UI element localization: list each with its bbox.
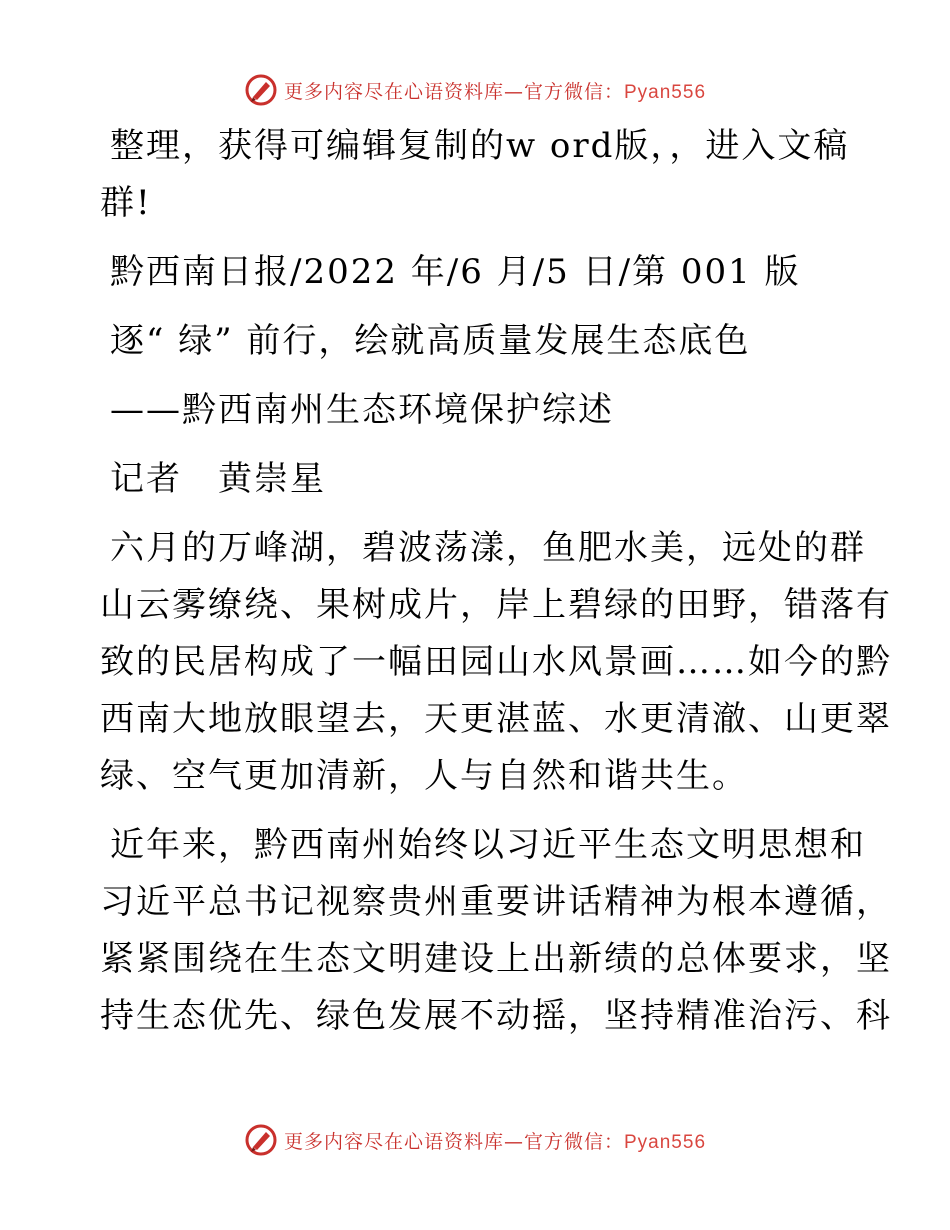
banner-caption: 更多内容尽在心语资料库—官方微信：: [283, 1130, 624, 1153]
text-line: ——黔西南州生态环境保护综述: [110, 390, 614, 430]
document-body: [100, 118, 892, 1045]
footer-watermark-banner: [0, 1120, 950, 1160]
banner-caption: 更多内容尽在心语资料库—官方微信：: [283, 80, 624, 103]
banner-text: [284, 77, 706, 104]
text-line: 六月的万峰湖，碧波荡漾，鱼肥水美，远处的群: [110, 528, 866, 568]
text-line: 近年来，黔西南州始终以习近平生态文明思想和: [110, 825, 866, 865]
text-line: 整理，获得可编辑复制的w ord版，，进入文稿: [110, 126, 850, 166]
text-line: 逐“ 绿” 前行，绘就高质量发展生态底色: [110, 321, 751, 361]
text-line: 致的民居构成了一幅田园山水风景画……如今的黔: [100, 642, 892, 682]
text-line: 绿、空气更加清新，人与自然和谐共生。: [100, 756, 748, 796]
banner-handle: Pyan556: [624, 81, 707, 103]
pen-logo-icon: [244, 73, 278, 107]
text-line: 习近平总书记视察贵州重要讲话精神为根本遵循，: [100, 882, 892, 922]
text-line: 持生态优先、绿色发展不动摇，坚持精准治污、科: [100, 996, 892, 1036]
text-line: 记者 黄崇星: [110, 459, 326, 499]
banner-text: [284, 1127, 706, 1154]
text-line: 群!: [100, 183, 152, 223]
pen-logo-icon: [244, 1123, 278, 1157]
text-line: 山云雾缭绕、果树成片，岸上碧绿的田野，错落有: [100, 585, 892, 625]
banner-handle: Pyan556: [624, 1131, 707, 1153]
text-line: 黔西南日报/2022 年/6 月/5 日/第 001 版: [110, 252, 801, 292]
text-line: 紧紧围绕在生态文明建设上出新绩的总体要求，坚: [100, 939, 892, 979]
text-line: 西南大地放眼望去，天更湛蓝、水更清澈、山更翠: [100, 699, 892, 739]
header-watermark-banner: [0, 70, 950, 110]
